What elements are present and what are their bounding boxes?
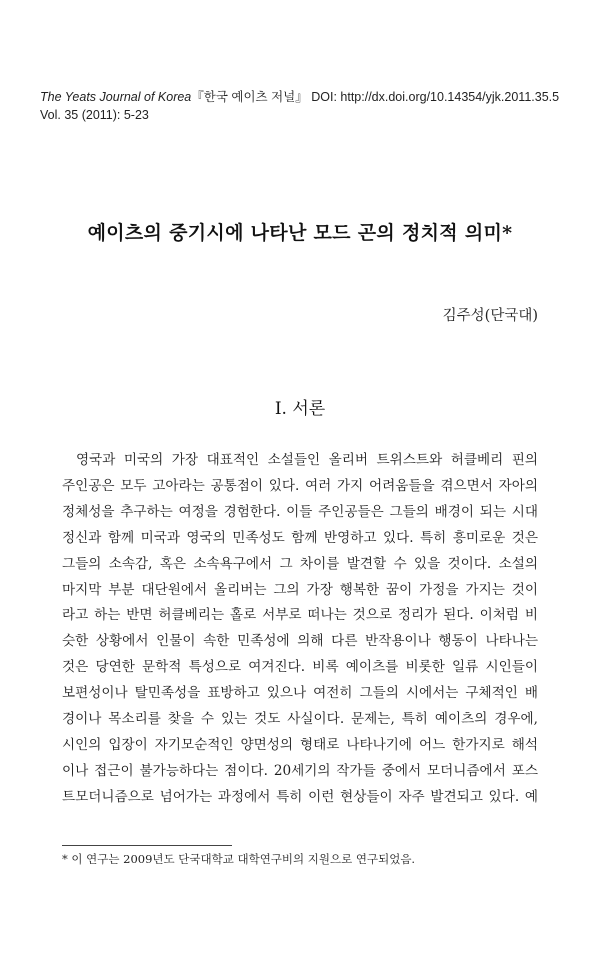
- doi-link[interactable]: DOI: http://dx.doi.org/10.14354/yjk.2011.35.5: [311, 90, 560, 104]
- section-heading: I. 서론: [274, 399, 326, 419]
- body-line: 그들의 소속감, 혹은 소속욕구에서 그 차이를 발견할 수 있을 것이다. 소설의: [62, 555, 538, 572]
- body-line: 정신과 함께 미국과 영국의 민족성도 함께 반영하고 있다. 특히 흥미로운 것은: [62, 529, 538, 546]
- body-line: 트모더니즘으로 넘어가는 과정에서 특히 이런 현상들이 자주 발견되고 있다. 예: [62, 788, 538, 805]
- body-line: 정체성을 추구하는 여정을 경험한다. 이들 주인공들은 그들의 배경이 되는 시대: [62, 503, 538, 520]
- article-author: 김주성(단국대): [442, 308, 538, 324]
- body-line: 주인공은 모두 고아라는 공통점이 있다. 여러 가지 어려움들을 겪으면서 자아의: [62, 477, 538, 494]
- body-line: 것은 당연한 문학적 특성으로 여겨진다. 비록 예이츠를 비롯한 일류 시인들이: [62, 659, 538, 676]
- journal-header: [40, 88, 570, 124]
- body-line: 슷한 상황에서 인물이 속한 민족성에 의해 다른 반작용이나 행동이 나타나는: [62, 633, 538, 650]
- footnote: * 이 연구는 2009년도 단국대학교 대학연구비의 지원으로 연구되었음.: [62, 852, 416, 866]
- body-line: 영국과 미국의 가장 대표적인 소설들인 올리버 트위스트와 허클베리 핀의: [76, 452, 538, 468]
- journal-name: The Yeats Journal of Korea: [40, 90, 192, 104]
- body-line: 라고 하는 반면 허클베리는 홀로 서부로 떠나는 것으로 정리가 된다. 이처럼 비: [62, 607, 538, 624]
- body-line: 이나 접근이 불가능하다는 점이다. 20세기의 작가들 중에서 모더니즘에서 포스: [62, 762, 538, 779]
- body-line: 마지막 부분 대단원에서 올리버는 그의 가장 행복한 꿈이 가정을 가지는 것이: [62, 581, 538, 598]
- volume-info: Vol. 35 (2011): 5-23: [40, 108, 149, 122]
- journal-korean-name: 『한국 예이츠 저널』: [191, 90, 308, 104]
- body-line: 경이나 목소리를 찾을 수 있는 것도 사실이다. 문제는, 특히 예이츠의 경우에,: [62, 711, 538, 728]
- body-line: 시인의 입장이 자기모순적인 양면성의 형태로 나타나기에 어느 한가지로 해석: [62, 736, 538, 753]
- journal-citation-line: [40, 88, 570, 106]
- body-line: 보편성이나 탈민족성을 표방하고 있으나 여전히 그들의 시에서는 구체적인 배: [62, 685, 538, 702]
- body-text: [62, 448, 538, 811]
- footnote-divider: [62, 845, 232, 846]
- article-title: 예이츠의 중기시에 나타난 모드 곤의 정치적 의미*: [87, 222, 513, 244]
